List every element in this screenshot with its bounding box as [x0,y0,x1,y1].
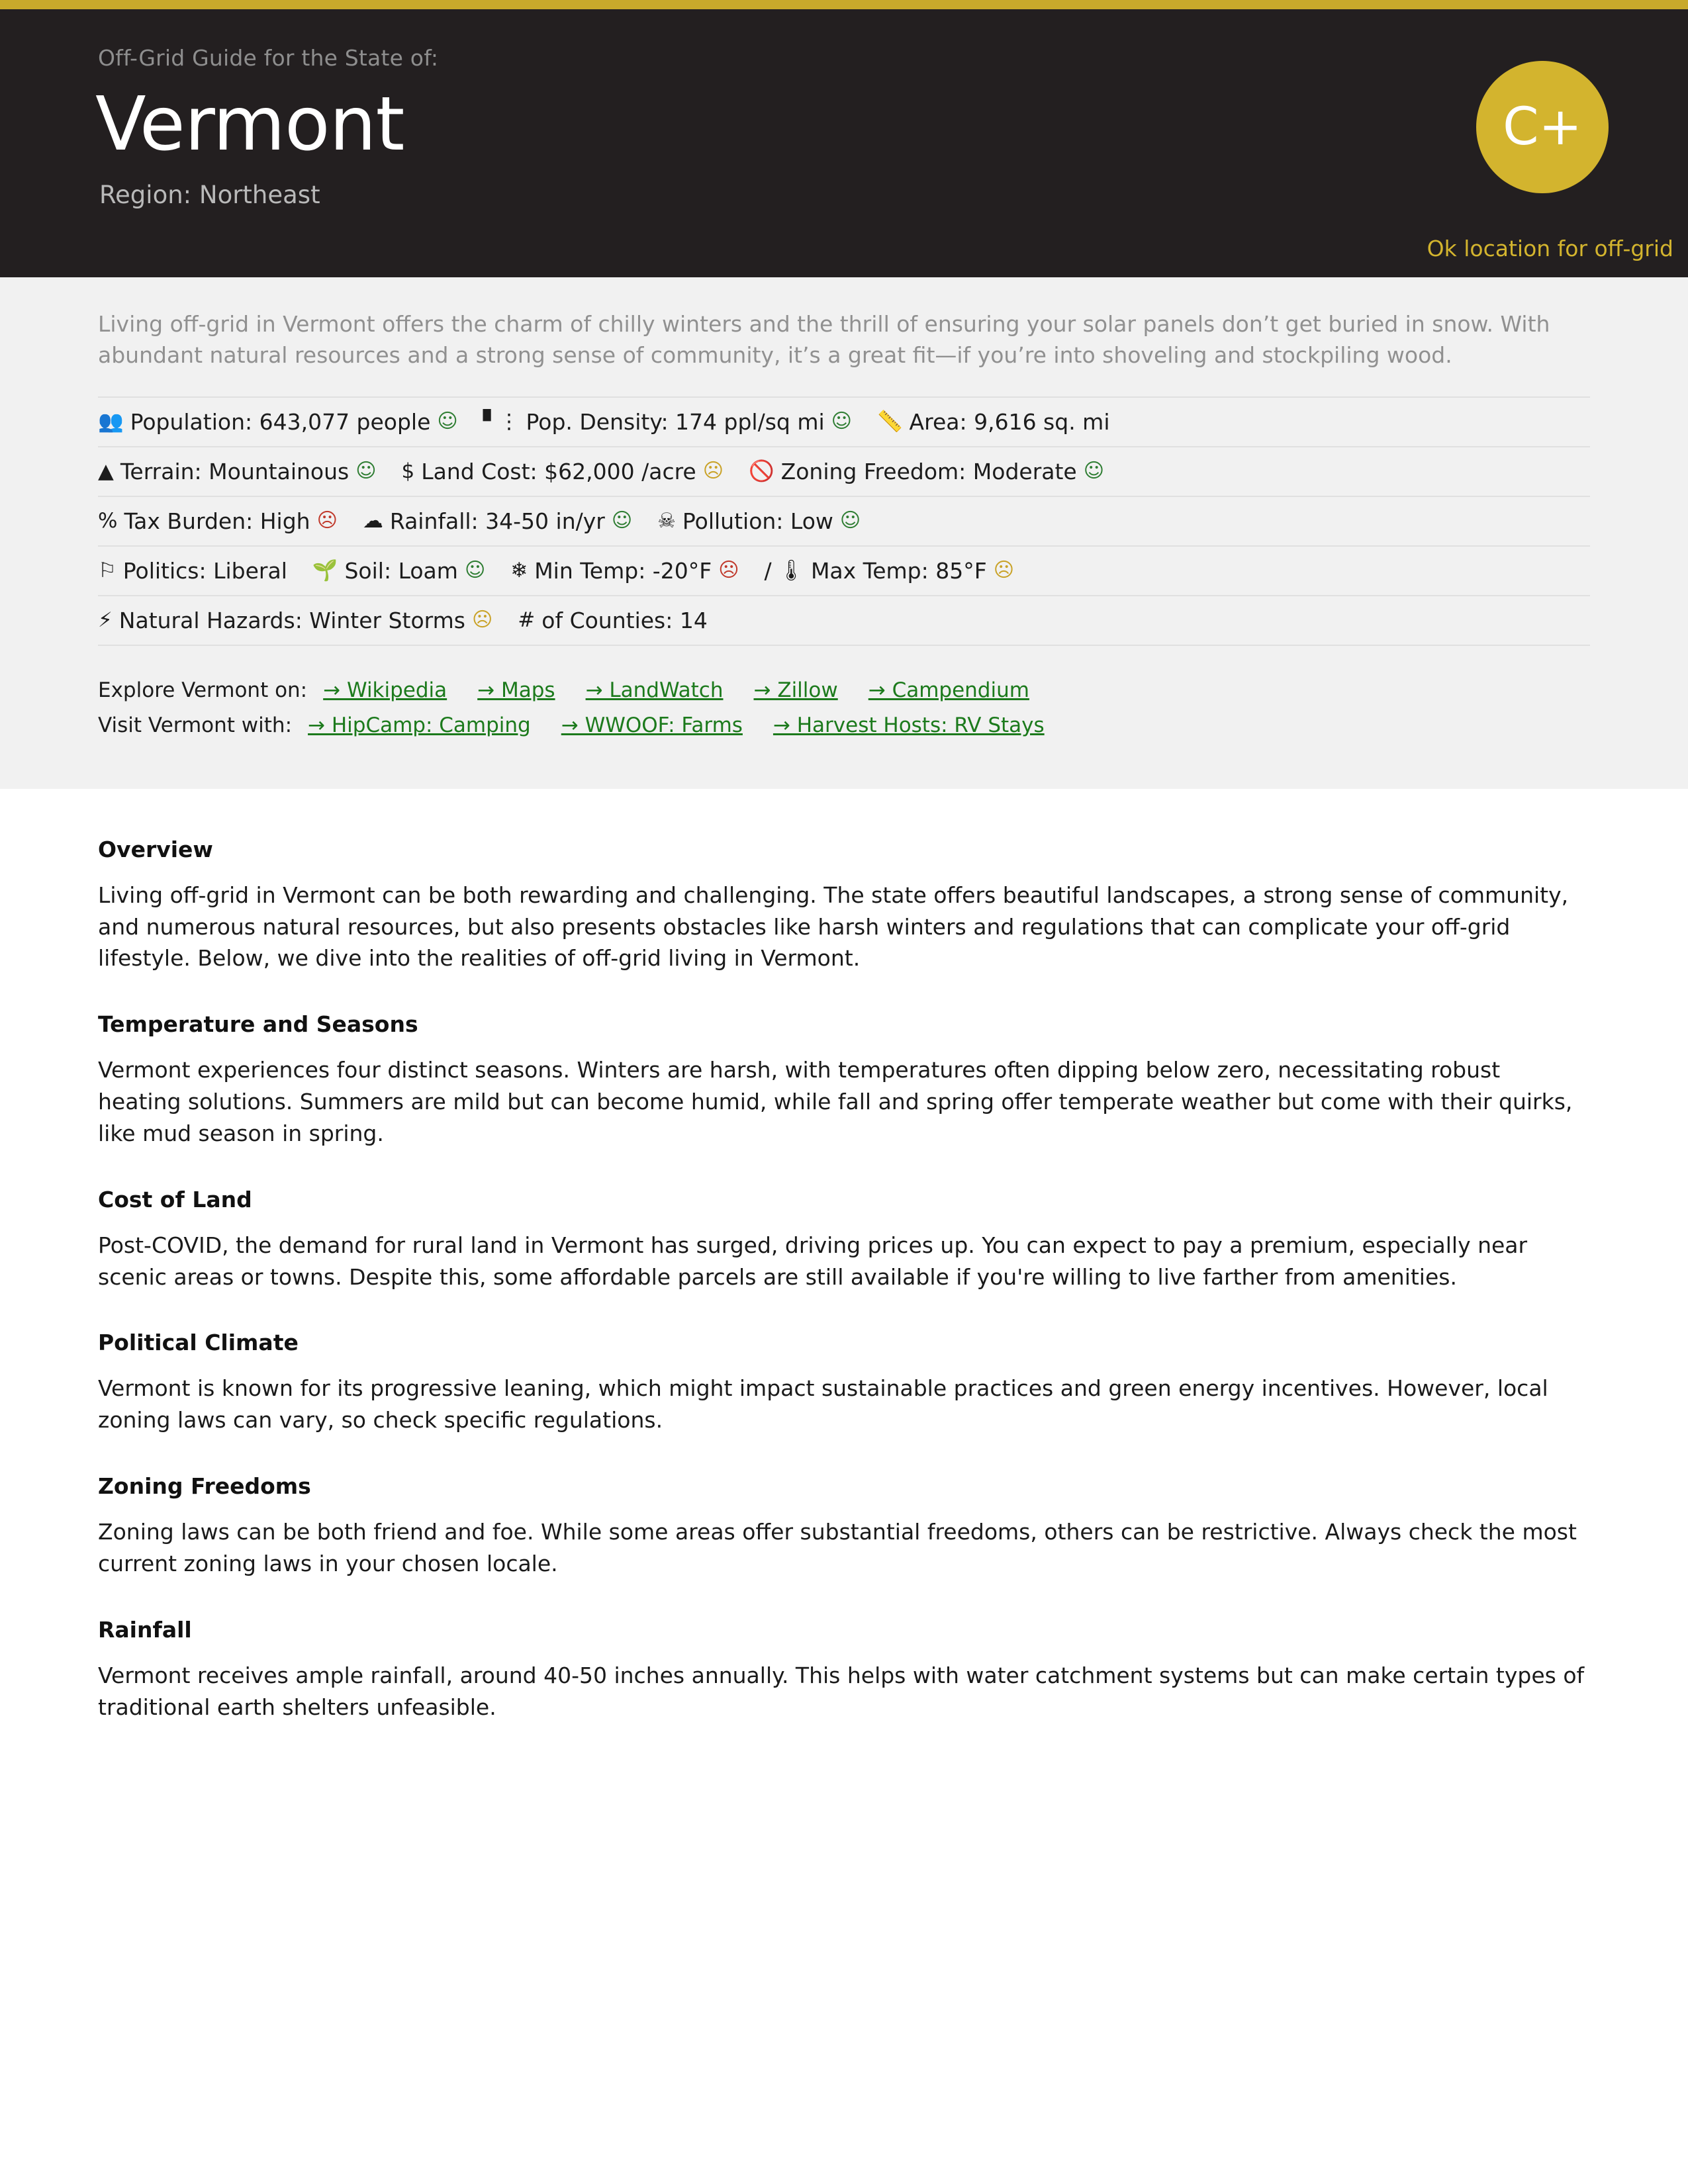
summary-panel [0,277,1688,789]
section-heading-political-climate: Political Climate [98,1330,299,1356]
percent-icon: % [98,508,118,533]
link-wwoof[interactable]: → WWOOF: Farms [561,713,743,737]
fact-pop-density [483,409,852,435]
fact-label: Natural Hazards: Winter Storms [118,607,465,633]
section-heading-cost-of-land: Cost of Land [98,1186,252,1212]
flag-icon: ⚐ [98,558,117,582]
section-text-rainfall: Vermont receives ample rainfall, around 40-50 inches annually. This helps with water catchment systems but can make certain types of traditional earth shelters unfeasible. [98,1662,1585,1720]
rating-face-smile-icon: ☺ [355,459,377,483]
biohazard-icon: ☠ [657,508,676,533]
fact-label: Max Temp: 85°F [810,557,987,584]
rating-face-smile-icon: ☺ [839,509,861,533]
fact-separator: / [764,557,772,584]
fact-politics [98,558,287,584]
fact-counties [518,608,708,633]
explore-links-label: Explore Vermont on: [98,678,308,702]
fact-min-temp [510,558,739,584]
fact-land-cost [401,459,724,484]
section-heading-zoning-freedoms: Zoning Freedoms [98,1473,311,1500]
visit-links-line [98,715,1590,736]
fact-label: Rainfall: 34-50 in/yr [389,508,605,534]
link-harvest-hosts[interactable]: → Harvest Hosts: RV Stays [773,713,1045,737]
lightning-icon: ⚡ [98,608,113,632]
dollar-icon: $ [401,459,415,483]
page-title: Vermont [95,81,404,167]
fact-label: Politics: Liberal [122,557,287,584]
no-entry-icon: 🚫 [749,459,774,483]
fact-label: Min Temp: -20°F [534,557,712,584]
rating-face-neutral-icon: ☹ [993,559,1014,582]
rating-face-frown-icon: ☹ [316,509,338,533]
ruler-icon: 📏 [876,409,903,433]
fact-label: Tax Burden: High [124,508,310,534]
rating-face-smile-icon: ☺ [831,410,852,433]
link-landwatch[interactable]: → LandWatch [585,678,724,702]
rating-face-neutral-icon: ☹ [472,608,493,632]
fact-natural-hazards [98,608,492,633]
fact-label: Pollution: Low [682,508,833,534]
link-wikipedia[interactable]: → Wikipedia [323,678,447,702]
fact-label: Soil: Loam [344,557,458,584]
header-region: Region: Northeast [99,181,320,210]
mountain-icon: ▲ [98,459,114,483]
density-dots-icon: ▘⋮ [483,409,520,433]
fact-rainfall [363,508,632,534]
facts-table [98,396,1590,646]
fact-row [98,396,1590,447]
people-icon: 👥 [98,409,124,433]
rain-cloud-icon: ☁ [362,508,383,533]
fact-label: of Counties: 14 [541,607,708,633]
link-zillow[interactable]: → Zillow [753,678,838,702]
fact-soil [312,558,485,584]
fact-terrain [98,459,376,484]
grade-value: C+ [1503,97,1582,157]
fact-label: Area: 9,616 sq. mi [909,408,1110,435]
fact-tax-burden [98,508,338,534]
section-text-cost-of-land: Post-COVID, the demand for rural land in Vermont has surged, driving prices up. You can expect to pay a premium, especially near scenic areas or towns. Despite this, some affordable parcels are still available if you're willing to live farther from amenities. [98,1232,1528,1290]
fact-row [98,547,1590,596]
fact-zoning-freedom [749,459,1104,484]
resource-links [98,680,1590,736]
snowflake-icon: ❄ [510,558,528,582]
visit-links-label: Visit Vermont with: [98,713,293,737]
section-heading-rainfall: Rainfall [98,1616,192,1643]
section-text-temperature: Vermont experiences four distinct seasons. Winters are harsh, with temperatures often dipping below zero, necessitating robust heating solutions. Summers are mild but can become humid, while fall and spring offer temperate weather but come with their quirks, like mud season in spring. [98,1057,1573,1146]
fact-row [98,497,1590,547]
rating-face-smile-icon: ☺ [437,410,458,433]
article-body [0,789,1688,1776]
link-campendium[interactable]: → Campendium [868,678,1029,702]
fact-label: Terrain: Mountainous [120,458,350,484]
rating-face-smile-icon: ☺ [1083,459,1105,483]
header-kicker: Off-Grid Guide for the State of: [98,45,439,71]
fact-row [98,447,1590,497]
rating-face-neutral-icon: ☹ [702,459,724,483]
fact-max-temp [764,558,1014,584]
rating-face-frown-icon: ☹ [718,559,739,582]
fact-label: Population: 643,077 people [130,408,431,435]
fact-pollution [657,508,861,534]
section-text-zoning-freedoms: Zoning laws can be both friend and foe. While some areas offer substantial freedoms, others can be restrictive. Always check the most current zoning laws in your chosen locale. [98,1519,1577,1576]
fact-population [98,409,458,435]
fact-row [98,596,1590,646]
section-heading-overview: Overview [98,836,213,862]
fact-label: Zoning Freedom: Moderate [780,458,1077,484]
fact-label: Land Cost: $62,000 /acre [421,458,696,484]
summary-intro: Living off-grid in Vermont offers the charm of chilly winters and the thrill of ensuring your solar panels don’t get buried in snow. With abundant natural resources and a strong sense of community, it’s a great fit—if you’re into shoveling and stockpiling wood. [98,311,1550,368]
link-hipcamp[interactable]: → HipCamp: Camping [308,713,531,737]
rating-face-smile-icon: ☺ [611,509,633,533]
grade-caption: Ok location for off-grid [1427,236,1673,261]
rating-face-smile-icon: ☺ [464,559,486,582]
sprout-icon: 🌱 [312,558,338,582]
section-text-political-climate: Vermont is known for its progressive leaning, which might impact sustainable practices and green energy incentives. However, local zoning laws can vary, so check specific regulations. [98,1375,1548,1433]
grade-badge [1476,61,1609,193]
fact-label: Pop. Density: 174 ppl/sq mi [526,408,825,435]
fact-area [877,409,1110,435]
hash-icon: # [518,608,536,632]
thermometer-icon: 🌡 [778,558,804,582]
section-text-overview: Living off-grid in Vermont can be both rewarding and challenging. The state offers beautiful landscapes, a strong sense of community, and numerous natural resources, but also presents obstacles like harsh winters and regulations that can complicate your off-grid lifestyle. Below, we dive into the realities of off-grid living in Vermont. [98,882,1569,972]
top-accent-rule [0,0,1688,9]
document-header [0,9,1688,277]
section-heading-temperature: Temperature and Seasons [98,1011,418,1038]
link-maps[interactable]: → Maps [477,678,555,702]
explore-links-line [98,680,1590,701]
